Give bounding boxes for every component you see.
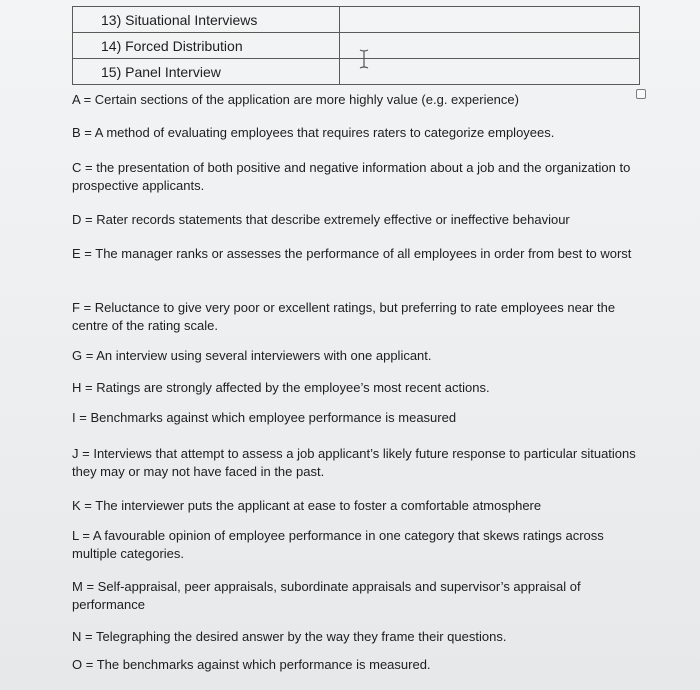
table-row bbox=[73, 33, 640, 59]
definition-l: L = A favourable opinion of employee performance in one category that skews ratings across multiple categories. bbox=[72, 528, 604, 561]
term-cell: 15) Panel Interview bbox=[73, 59, 340, 85]
term-cell: 14) Forced Distribution bbox=[73, 33, 340, 59]
term-cell: 13) Situational Interviews bbox=[73, 7, 340, 33]
answer-cell[interactable] bbox=[339, 7, 639, 33]
definition-f: F = Reluctance to give very poor or excellent ratings, but preferring to rate employees near the centre of the rating scale. bbox=[72, 300, 616, 333]
definition-g: G = An interview using several interviewers with one applicant. bbox=[72, 348, 432, 363]
table-row bbox=[73, 59, 640, 85]
definition-n: N = Telegraphing the desired answer by the way they frame their questions. bbox=[72, 629, 507, 644]
definition-a: A = Certain sections of the application are more highly value (e.g. experience) bbox=[72, 92, 519, 107]
definition-i: I = Benchmarks against which employee performance is measured bbox=[72, 410, 457, 425]
definition-b: B = A method of evaluating employees that requires raters to categorize employees. bbox=[72, 125, 555, 140]
definition-d: D = Rater records statements that describe extremely effective or ineffective behaviour bbox=[72, 212, 570, 227]
text-cursor-icon bbox=[358, 49, 370, 69]
definition-e: E = The manager ranks or assesses the performance of all employees in order from best to worst bbox=[72, 246, 632, 261]
definition-h: H = Ratings are strongly affected by the employee’s most recent actions. bbox=[72, 380, 490, 395]
definition-m: M = Self-appraisal, peer appraisals, subordinate appraisals and supervisor’s appraisal of performance bbox=[72, 579, 581, 612]
answer-cell[interactable] bbox=[339, 33, 639, 59]
answer-cell[interactable] bbox=[339, 59, 639, 85]
definition-o: O = The benchmarks against which performance is measured. bbox=[72, 657, 431, 672]
definition-c: C = the presentation of both positive and negative information about a job and the organization to prospective applicants. bbox=[72, 160, 631, 193]
definition-j: J = Interviews that attempt to assess a job applicant’s likely future response to particular situations they may or may not have faced in the past. bbox=[72, 446, 636, 479]
definition-k: K = The interviewer puts the applicant at ease to foster a comfortable atmosphere bbox=[72, 498, 542, 513]
matching-table bbox=[72, 6, 640, 85]
table-row bbox=[73, 7, 640, 33]
